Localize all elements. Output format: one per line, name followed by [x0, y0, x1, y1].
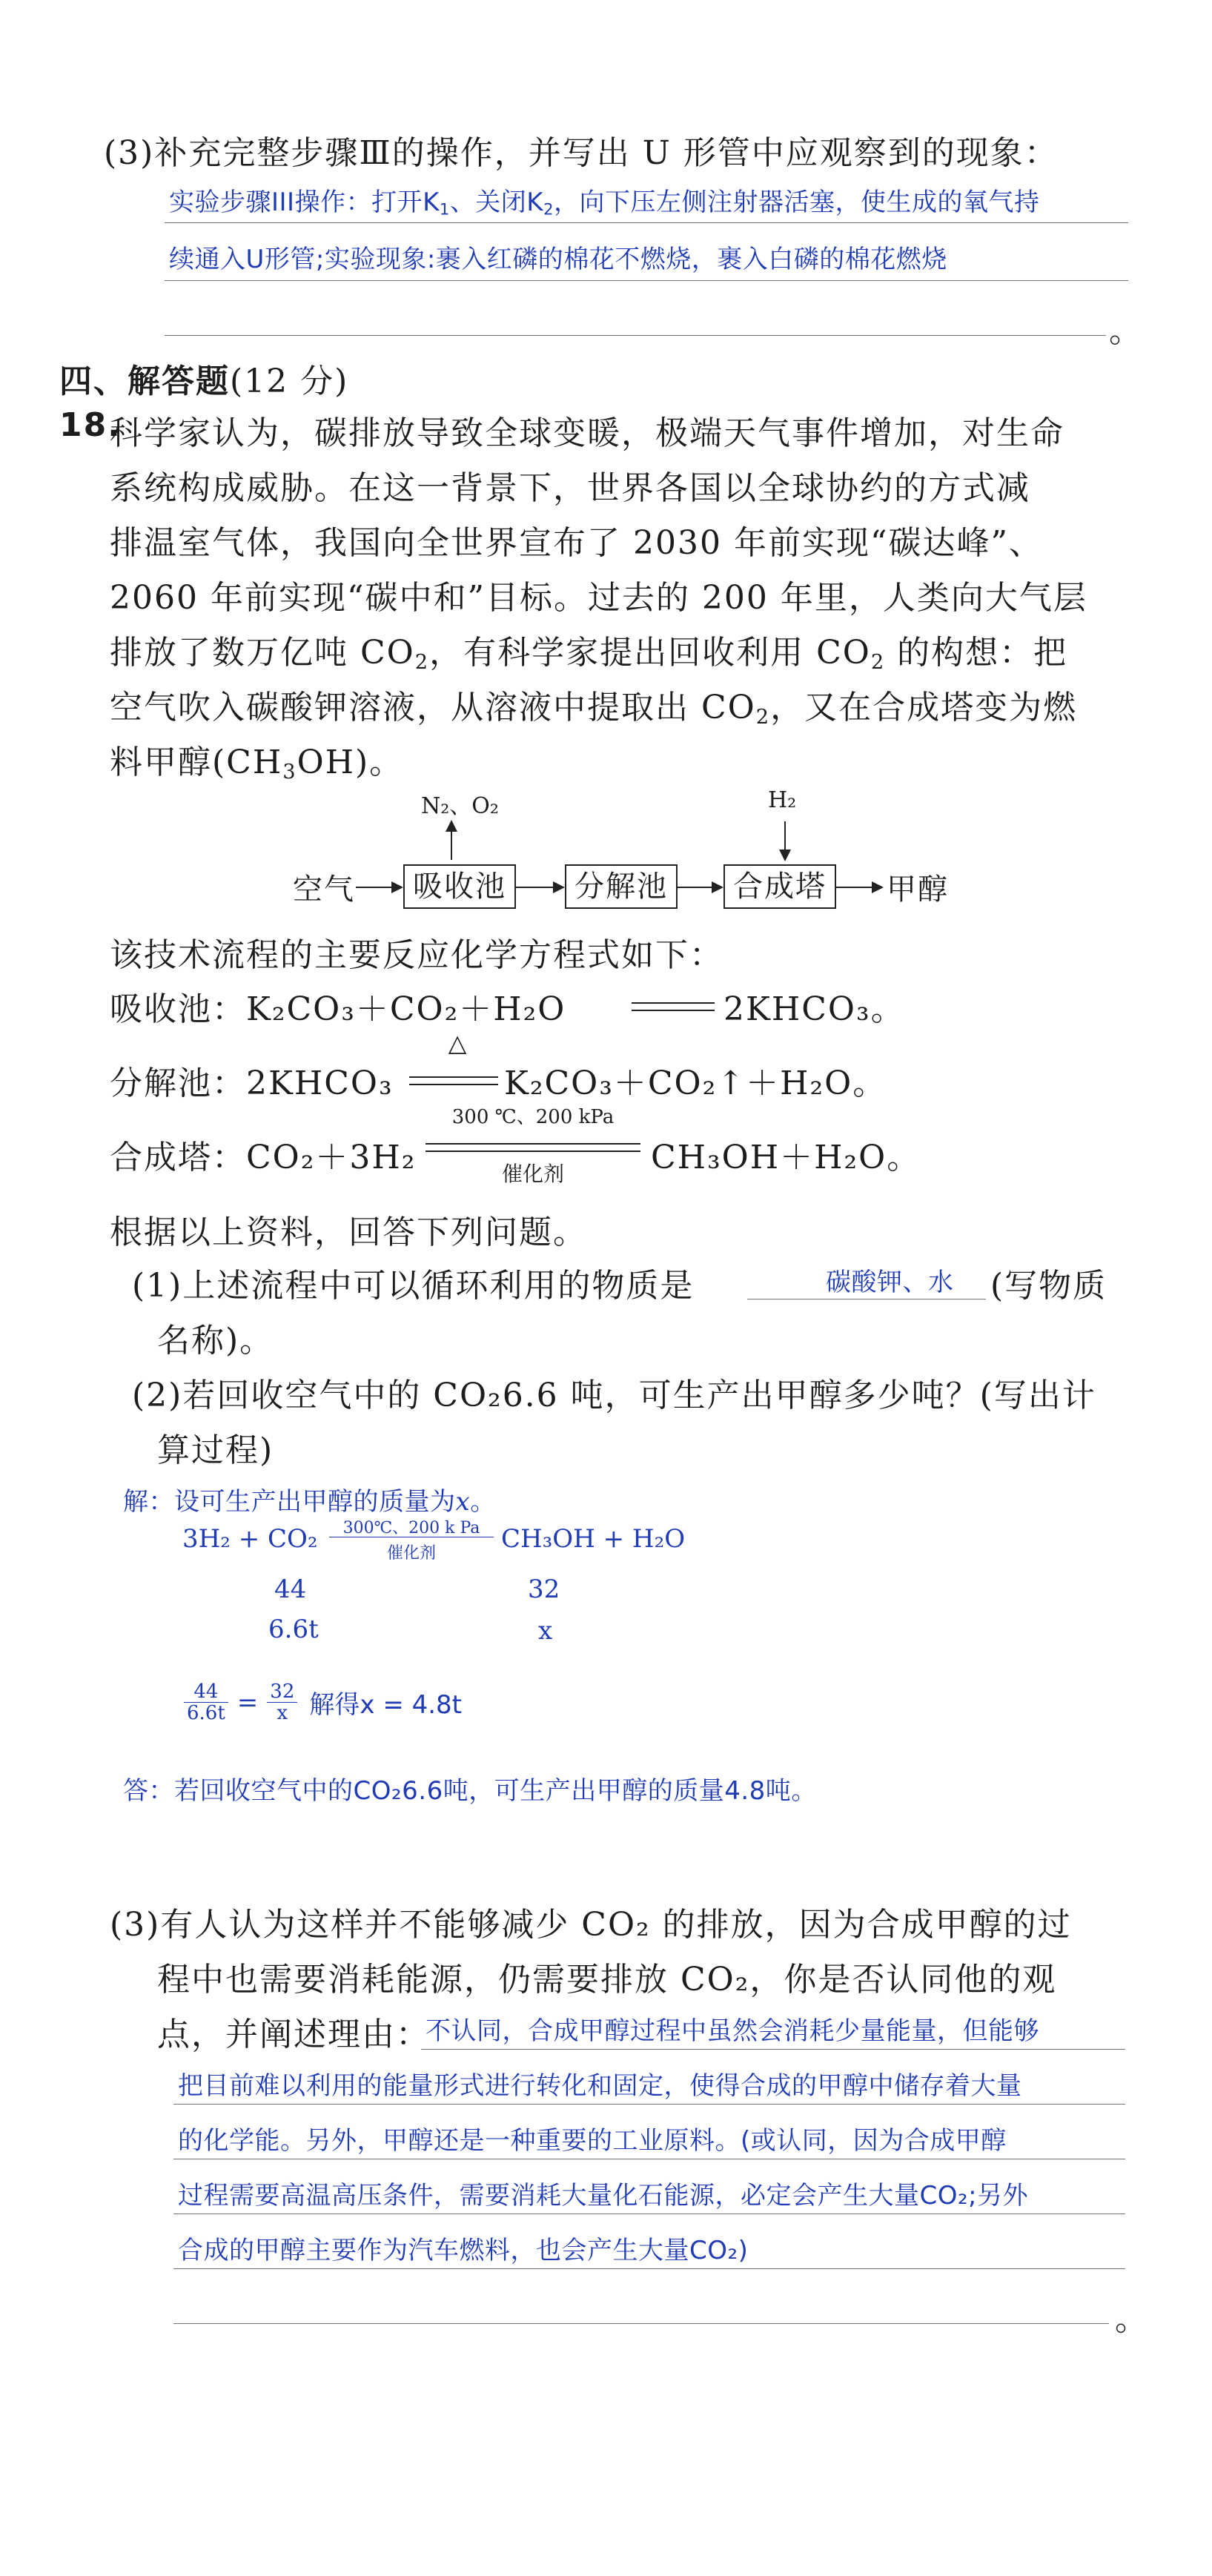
q3-answer-4: 过程需要高温高压条件，需要消耗大量化石能源，必定会产生大量CO₂;另外 [178, 2181, 1029, 2211]
q1-text: (1)上述流程中可以循环利用的物质是 [132, 1267, 695, 1305]
molar-mass-co2: 44 [274, 1575, 307, 1604]
flow-arrow [514, 887, 563, 888]
ingas-arrow [784, 821, 786, 860]
answer-rule [165, 280, 1128, 281]
answer-rule [173, 2323, 1109, 2324]
decomp-rhs: K₂CO₃＋CO₂↑＋H₂O。 [504, 1064, 887, 1102]
q18-line1: 科学家认为，碳排放导致全球变暖，极端天气事件增加，对生命 [110, 414, 1064, 452]
q17-3-answer-line1: 实验步骤III操作：打开$K_1$、关闭$K_2$，向下压左侧注射器活塞，使生成的氧气持 [169, 188, 1040, 219]
solution-condition-top: 300℃、200 k Pa [342, 1519, 480, 1537]
section-title: 四、解答题(12 分) [59, 362, 349, 400]
given-mass: 6.6t [268, 1615, 319, 1644]
q3-answer-5: 合成的甲醇主要作为汽车燃料，也会产生大量CO₂) [178, 2236, 749, 2265]
question-number: 18. [59, 406, 122, 444]
synth-condition-top: 300 ℃、200 kPa [451, 1106, 615, 1128]
equals-sign [425, 1143, 640, 1152]
answer-rule [165, 222, 1128, 223]
q1-text-end: 名称)。 [157, 1322, 274, 1360]
q17-3-answer-line2: 续通入U形管;实验现象:裹入红磷的棉花不燃烧，裹入白磷的棉花燃烧 [169, 245, 947, 274]
q17-3-prompt: (3)补充完整步骤Ⅲ的操作，并写出 U 形管中应观察到的现象： [104, 134, 1059, 172]
q3-line3: 点，并阐述理由： [157, 2016, 430, 2053]
absorb-rhs: 2KHCO₃。 [723, 990, 905, 1028]
molar-mass-ch3oh: 32 [528, 1575, 560, 1604]
q3-line1: (3)有人认为这样并不能够减少 CO₂ 的排放，因为合成甲醇的过 [110, 1906, 1072, 1944]
flow-arrow [676, 887, 722, 888]
solution-condition-bottom: 催化剂 [386, 1544, 436, 1563]
solution-answer: 答：若回收空气中的CO₂6.6吨，可生产出甲醇的质量4.8吨。 [123, 1776, 817, 1806]
fraction-right: $\frac{32}{x}$ [267, 1681, 297, 1724]
decomposer-box: 分解池 [565, 864, 678, 909]
end-mark: 。 [1109, 312, 1143, 350]
synth-equation: 合成塔：CO₂＋3H₂ [110, 1139, 417, 1176]
equals-sign [632, 1002, 715, 1011]
answer-rule [173, 2268, 1125, 2269]
fraction-left: $\frac{44}{6.6t}$ [184, 1681, 228, 1724]
q2-text-end: 算过程) [157, 1431, 274, 1469]
synth-condition-bottom: 催化剂 [501, 1162, 564, 1186]
solution-equation-lhs: 3H₂ + CO₂ [182, 1524, 318, 1554]
outgas-arrow [451, 821, 452, 860]
questions-lead: 根据以上资料，回答下列问题。 [110, 1213, 587, 1251]
absorber-box: 吸收池 [403, 864, 516, 909]
q18-line4: 2060 年前实现“碳中和”目标。过去的 200 年里，人类向大气层 [110, 579, 1087, 617]
synthesis-tower-box: 合成塔 [723, 864, 836, 909]
outgas-label: N₂、O₂ [421, 793, 499, 819]
q1-text-tail: (写物质 [990, 1267, 1107, 1305]
flow-arrow [356, 887, 402, 888]
q18-line3: 排温室气体，我国向全世界宣布了 2030 年前实现“碳达峰”、 [110, 524, 1043, 562]
decomp-equation: 分解池：2KHCO₃ [110, 1064, 394, 1102]
answer-rule [421, 2049, 1125, 2050]
q3-answer-2: 把目前难以利用的能量形式进行转化和固定，使得合成的甲醇中储存着大量 [178, 2071, 1022, 2101]
flow-output: 甲醇 [887, 873, 949, 907]
q1-answer: 碳酸钾、水 [826, 1268, 954, 1297]
answer-rule [173, 2104, 1125, 2105]
end-mark: 。 [1115, 2300, 1149, 2338]
unknown-mass: x [538, 1616, 553, 1646]
proportion: $\frac{44}{6.6t}$ = $\frac{32}{x}$ 解得x = 4.8t [184, 1681, 462, 1724]
q18-line7: 料甲醇$(CH_3OH)$。 [110, 744, 404, 784]
q18-line5: 排放了数万亿吨 $CO_2$，有科学家提出回收利用 $CO_2$ 的构想：把 [110, 634, 1068, 674]
equations-intro: 该技术流程的主要反应化学方程式如下： [110, 936, 723, 974]
flow-input: 空气 [293, 873, 355, 907]
ingas-label: H₂ [768, 787, 797, 813]
absorb-equation: 吸收池：K₂CO₃＋CO₂＋H₂O [110, 990, 566, 1028]
synth-rhs: CH₃OH＋H₂O。 [651, 1139, 921, 1176]
q3-answer-1: 不认同，合成甲醇过程中虽然会消耗少量能量，但能够 [425, 2016, 1039, 2046]
heat-symbol: △ [448, 1029, 467, 1057]
answer-rule [165, 335, 1106, 336]
solution-equation-rhs: CH₃OH + H₂O [501, 1524, 686, 1554]
q2-text: (2)若回收空气中的 CO₂6.6 吨，可生产出甲醇多少吨？(写出计 [132, 1377, 1096, 1414]
q3-answer-3: 的化学能。另外，甲醇还是一种重要的工业原料。(或认同，因为合成甲醇 [178, 2126, 1007, 2156]
flow-arrow [835, 887, 882, 888]
equals-sign [409, 1076, 498, 1085]
q3-line2: 程中也需要消耗能源，仍需要排放 CO₂，你是否认同他的观 [157, 1961, 1057, 1999]
q18-line2: 系统构成威胁。在这一背景下，世界各国以全球协约的方式减 [110, 469, 1030, 507]
solution-setup: 解：设可生产出甲醇的质量为x。 [123, 1487, 496, 1517]
q18-line6: 空气吹入碳酸钾溶液，从溶液中提取出 $CO_2$，又在合成塔变为燃 [110, 689, 1078, 729]
